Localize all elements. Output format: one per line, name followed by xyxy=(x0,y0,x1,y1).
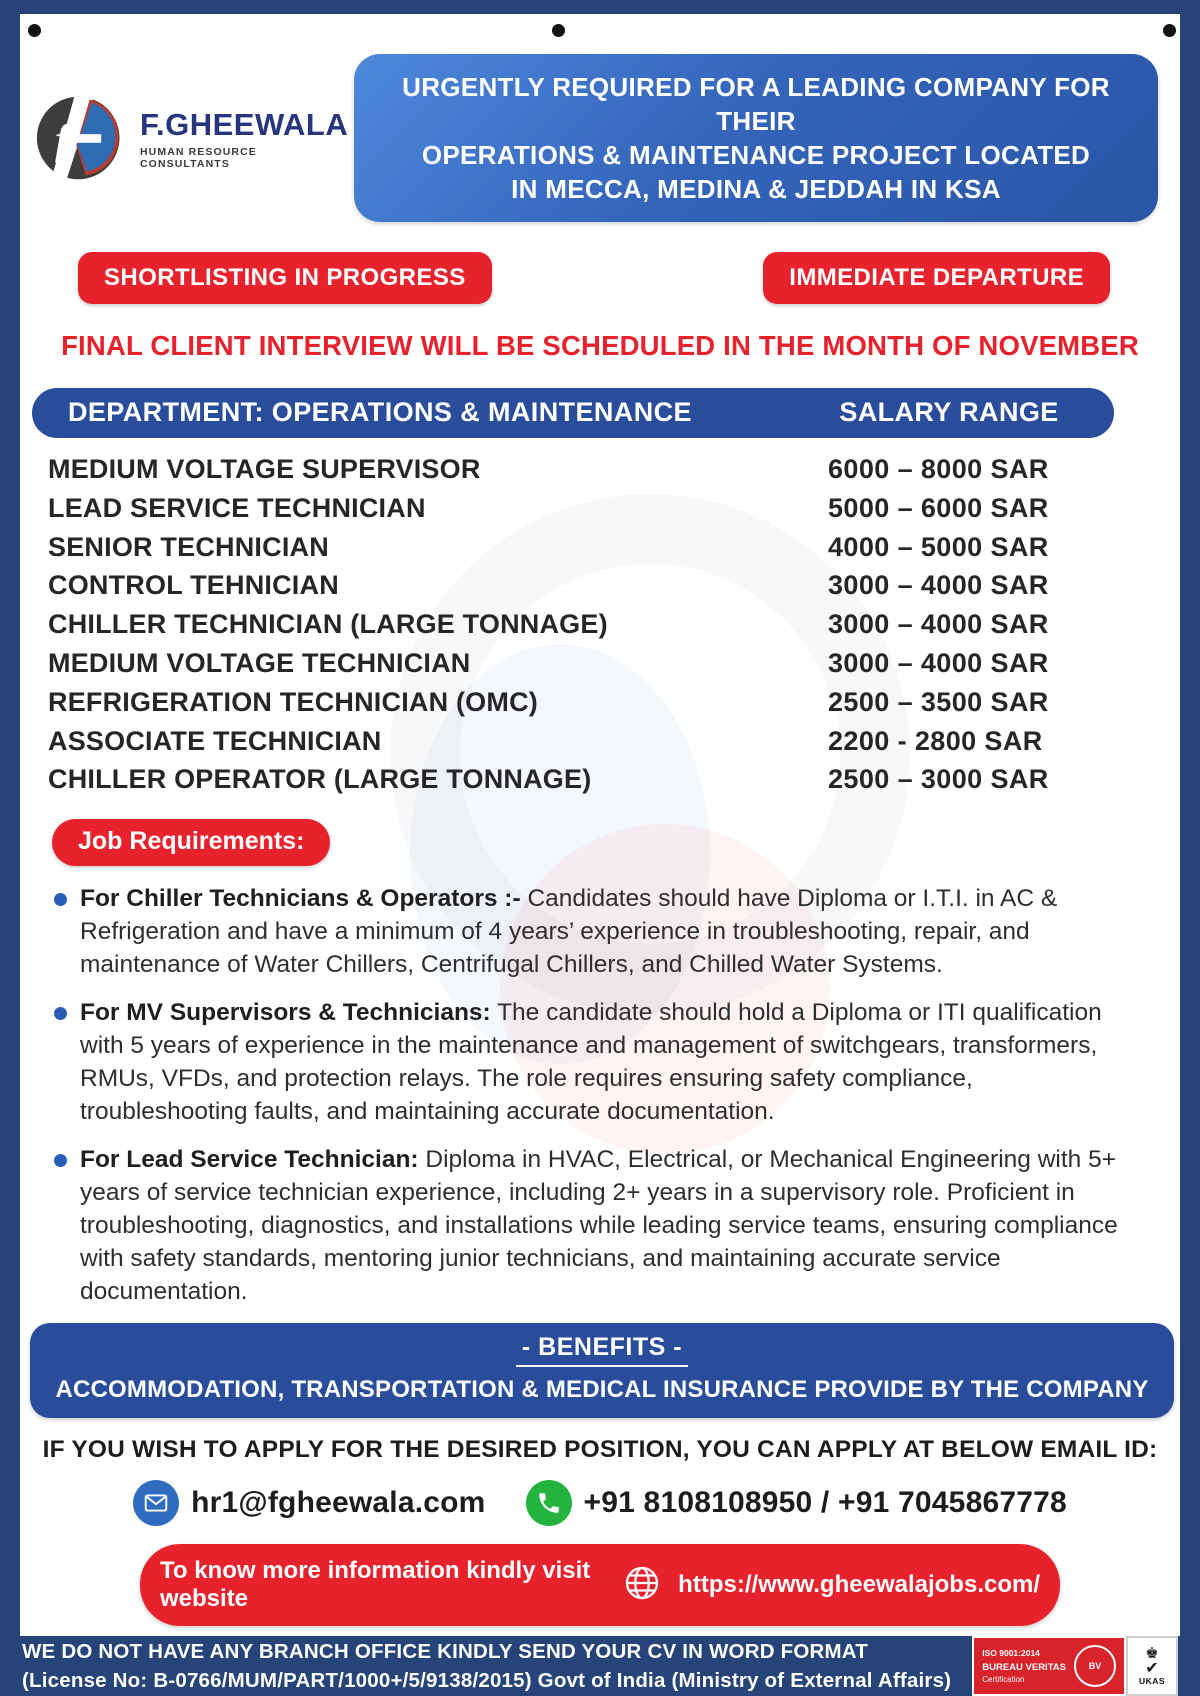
bureau-veritas-seal-icon: BV xyxy=(1074,1645,1116,1687)
requirement-body: Diploma in HVAC, Electrical, or Mechanical Engineering with 5+ years of service technician experience, including 2+ years in a supervisory role. Proficient in troubleshooting, diagnostics, and installations while leading service teams, ensuring compliance with safety standards, mentoring junior technicians, and maintaining accurate service documentation. xyxy=(80,1146,1118,1306)
pin-dot-right xyxy=(1163,24,1176,37)
headline-banner xyxy=(354,54,1158,222)
pin-dot-left xyxy=(28,24,41,37)
iso-label: ISO 9001:2014 xyxy=(982,1648,1040,1659)
job-salary: 6000 – 8000 SAR xyxy=(828,454,1049,484)
requirement-body: Candidates should have Diploma or I.T.I. in AC & Refrigeration and have a minimum of 4 years’ experience in troubleshooting, repair, and maintenance of Water Chillers, Centrifugal Chillers, and Chilled Water Systems. xyxy=(80,885,1058,979)
job-position: LEAD SERVICE TECHNICIAN xyxy=(48,492,426,523)
job-salary: 3000 – 4000 SAR xyxy=(828,609,1049,640)
job-position: ASSOCIATE TECHNICIAN xyxy=(48,725,382,756)
job-position: MEDIUM VOLTAGE TECHNICIAN xyxy=(48,647,471,678)
benefits-box xyxy=(30,1323,1174,1418)
benefits-title: - BENEFITS - xyxy=(516,1333,688,1367)
job-salary: 2200 - 2800 SAR xyxy=(828,725,1043,756)
job-salary: 2500 – 3000 SAR xyxy=(828,764,1049,795)
job-list xyxy=(20,438,1180,799)
phone-numbers[interactable]: +91 8108108950 / +91 7045867778 xyxy=(583,1486,1067,1520)
bullet-dot-icon xyxy=(54,1007,67,1020)
table-row xyxy=(48,683,1140,722)
status-badges xyxy=(20,222,1180,304)
requirement-body: The candidate should hold a Diploma or ITI qualification with 5 years of experience in the maintenance and management of switchgears, transformers, RMUs, VFDs, and protection relays. The role requires ensuring safety compliance, troubleshooting faults, and maintaining accurate documentation. xyxy=(80,999,1102,1126)
certification-logos xyxy=(972,1636,1178,1696)
certification-label: Certification xyxy=(982,1675,1025,1685)
footer xyxy=(0,1636,1200,1696)
brand-tagline: HUMAN RESOURCE CONSULTANTS xyxy=(140,145,257,170)
job-position: REFRIGERATION TECHNICIAN (OMC) xyxy=(48,686,538,717)
departure-badge: IMMEDIATE DEPARTURE xyxy=(763,252,1110,304)
interview-note: FINAL CLIENT INTERVIEW WILL BE SCHEDULED IN THE MONTH OF NOVEMBER xyxy=(61,330,1139,361)
salary-range-header: SALARY RANGE xyxy=(839,397,1059,427)
shortlisting-badge: SHORTLISTING IN PROGRESS xyxy=(78,252,492,304)
table-row xyxy=(48,528,1140,567)
website-url[interactable]: https://www.gheewalajobs.com/ xyxy=(678,1571,1040,1599)
table-header-bar xyxy=(32,388,1114,438)
globe-icon xyxy=(622,1563,662,1608)
table-row xyxy=(48,566,1140,605)
requirement-lead: For Lead Service Technician: xyxy=(80,1146,419,1174)
apply-instruction: IF YOU WISH TO APPLY FOR THE DESIRED POSITION, YOU CAN APPLY AT BELOW EMAIL ID: xyxy=(42,1436,1158,1464)
table-row xyxy=(48,489,1140,528)
job-salary: 4000 – 5000 SAR xyxy=(828,531,1049,562)
headline-line-1: URGENTLY REQUIRED FOR A LEADING COMPANY FOR THEIR xyxy=(402,72,1110,136)
website-bar[interactable] xyxy=(140,1544,1060,1626)
job-position: CONTROL TEHNICIAN xyxy=(48,570,339,601)
poster-page xyxy=(20,14,1180,1636)
list-item xyxy=(54,882,1142,981)
table-row xyxy=(48,644,1140,683)
header xyxy=(20,14,1180,222)
job-salary: 3000 – 4000 SAR xyxy=(828,570,1049,601)
benefits-line: ACCOMMODATION, TRANSPORTATION & MEDICAL INSURANCE PROVIDE BY THE COMPANY xyxy=(55,1376,1149,1404)
email-contact[interactable] xyxy=(133,1480,485,1526)
department-header: DEPARTMENT: OPERATIONS & MAINTENANCE xyxy=(68,397,692,427)
footer-license: (License No: B-0766/MUM/PART/1000+/5/9138/2015) Govt of India (Ministry of External Affairs) xyxy=(22,1668,952,1692)
table-row xyxy=(48,605,1140,644)
headline-line-2: OPERATIONS & MAINTENANCE PROJECT LOCATED xyxy=(421,140,1091,170)
list-item xyxy=(54,1143,1142,1308)
requirement-lead: For MV Supervisors & Technicians: xyxy=(80,999,491,1027)
headline-line-3: IN MECCA, MEDINA & JEDDAH IN KSA xyxy=(511,174,1001,204)
check-icon: ✔ xyxy=(1145,1659,1159,1677)
company-logo xyxy=(34,90,349,186)
crown-icon: ♚ xyxy=(1145,1644,1159,1662)
fgheewala-logo-icon xyxy=(34,90,130,186)
phone-contact[interactable] xyxy=(526,1480,1067,1526)
pin-dot-center xyxy=(552,24,565,37)
svg-text:f: f xyxy=(55,116,70,164)
requirements-list xyxy=(20,866,1180,1308)
job-position: CHILLER OPERATOR (LARGE TONNAGE) xyxy=(48,764,592,795)
bureau-veritas-logo xyxy=(972,1636,1126,1696)
footer-line-1: WE DO NOT HAVE ANY BRANCH OFFICE KINDLY SEND YOUR CV IN WORD FORMAT xyxy=(22,1639,868,1663)
job-salary: 5000 – 6000 SAR xyxy=(828,492,1049,523)
bureau-veritas-label: BUREAU VERITAS xyxy=(982,1662,1066,1674)
job-requirements-badge: Job Requirements: xyxy=(52,819,330,866)
list-item xyxy=(54,996,1142,1128)
job-position: CHILLER TECHNICIAN (LARGE TONNAGE) xyxy=(48,609,608,640)
email-address[interactable]: hr1@fgheewala.com xyxy=(191,1486,486,1520)
whatsapp-icon xyxy=(526,1480,572,1526)
requirement-lead: For Chiller Technicians & Operators :- xyxy=(80,885,521,913)
email-icon xyxy=(133,1480,179,1526)
contact-row xyxy=(20,1464,1180,1526)
job-salary: 2500 – 3500 SAR xyxy=(828,686,1049,717)
table-row xyxy=(48,450,1140,489)
table-row xyxy=(48,722,1140,761)
ukas-label: UKAS xyxy=(1138,1675,1166,1686)
bullet-dot-icon xyxy=(54,1154,67,1167)
website-label: To know more information kindly visit website xyxy=(160,1557,591,1613)
job-position: MEDIUM VOLTAGE SUPERVISOR xyxy=(48,454,481,484)
job-position: SENIOR TECHNICIAN xyxy=(48,531,329,562)
bullet-dot-icon xyxy=(54,893,67,906)
table-row xyxy=(48,760,1140,799)
ukas-logo xyxy=(1126,1636,1178,1696)
job-salary: 3000 – 4000 SAR xyxy=(828,647,1049,678)
brand-name: F.GHEEWALA xyxy=(140,106,349,142)
